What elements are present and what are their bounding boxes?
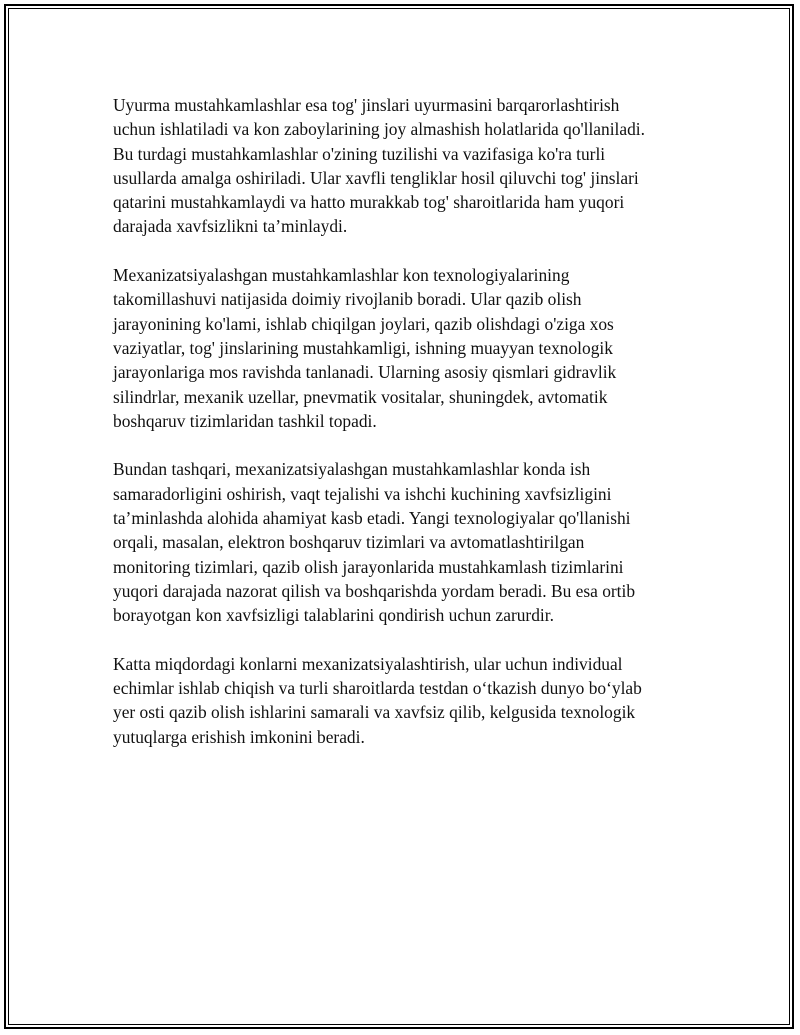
paragraph-2: Mexanizatsiyalashgan mustahkamlashlar kon texnologiyalarining takomillashuvi natijasida doimiy rivojlanib boradi. Ular qazib olish jarayonining ko'lami, ishlab chiqilgan joylari, qazib olishdagi o'ziga xos vaziyatlar, tog' jinslarining mustahkamligi, ishning muayyan texnologik jarayonlariga mos ravishda tanlanadi. Ularning asosiy qismlari gidravlik silindrlar, mexanik uzellar, pnevmatik vositalar, shuningdek, avtomatik boshqaruv tizimlaridan tashkil topadi. [113,265,617,431]
document-body [113,93,713,773]
paragraph-4: Katta miqdordagi konlarni mexanizatsiyalashtirish, ular uchun individual echimlar ishlab chiqish va turli sharoitlarda testdan o‘tkazish dunyo bo‘ylab yer osti qazib olish ishlarini samarali va xavfsiz qilib, kelgusida texnologik yutuqlarga erishish imkonini beradi. [113,653,642,747]
paragraph-3: Bundan tashqari, mexanizatsiyalashgan mustahkamlashlar konda ish samaradorligini oshirish, vaqt tejalishi va ishchi kuchining xavfsizligini ta’minlashda alohida ahamiyat kasb etadi. Yangi texnologiyalar qo'llanishi orqali, masalan, elektron boshqaruv tizimlari va avtomatlashtirilgan monitoring tizimlari, qazib olish jarayonlarida mustahkamlash tizimlarini yuqori darajada nazorat qilish va boshqarishda yordam beradi. Bu esa ortib borayotgan kon xavfsizligi talablarini qondirish uchun zarurdir. [113,459,636,626]
paragraph-1: Uyurma mustahkamlashlar esa tog' jinslari uyurmasini barqarorlashtirish uchun ishlatiladi va kon zaboylarining joy almashish holatlarida qo'llaniladi. Bu turdagi mustahkamlashlar o'zining tuzilishi va vazifasiga ko'ra turli usullarda amalga oshiriladi. Ular xavfli tengliklar hosil qiluvchi tog' jinslari qatarini mustahkamlaydi va hatto murakkab tog' sharoitlarida ham yuqori darajada xavfsizlikni ta’minlaydi. [113,95,645,237]
